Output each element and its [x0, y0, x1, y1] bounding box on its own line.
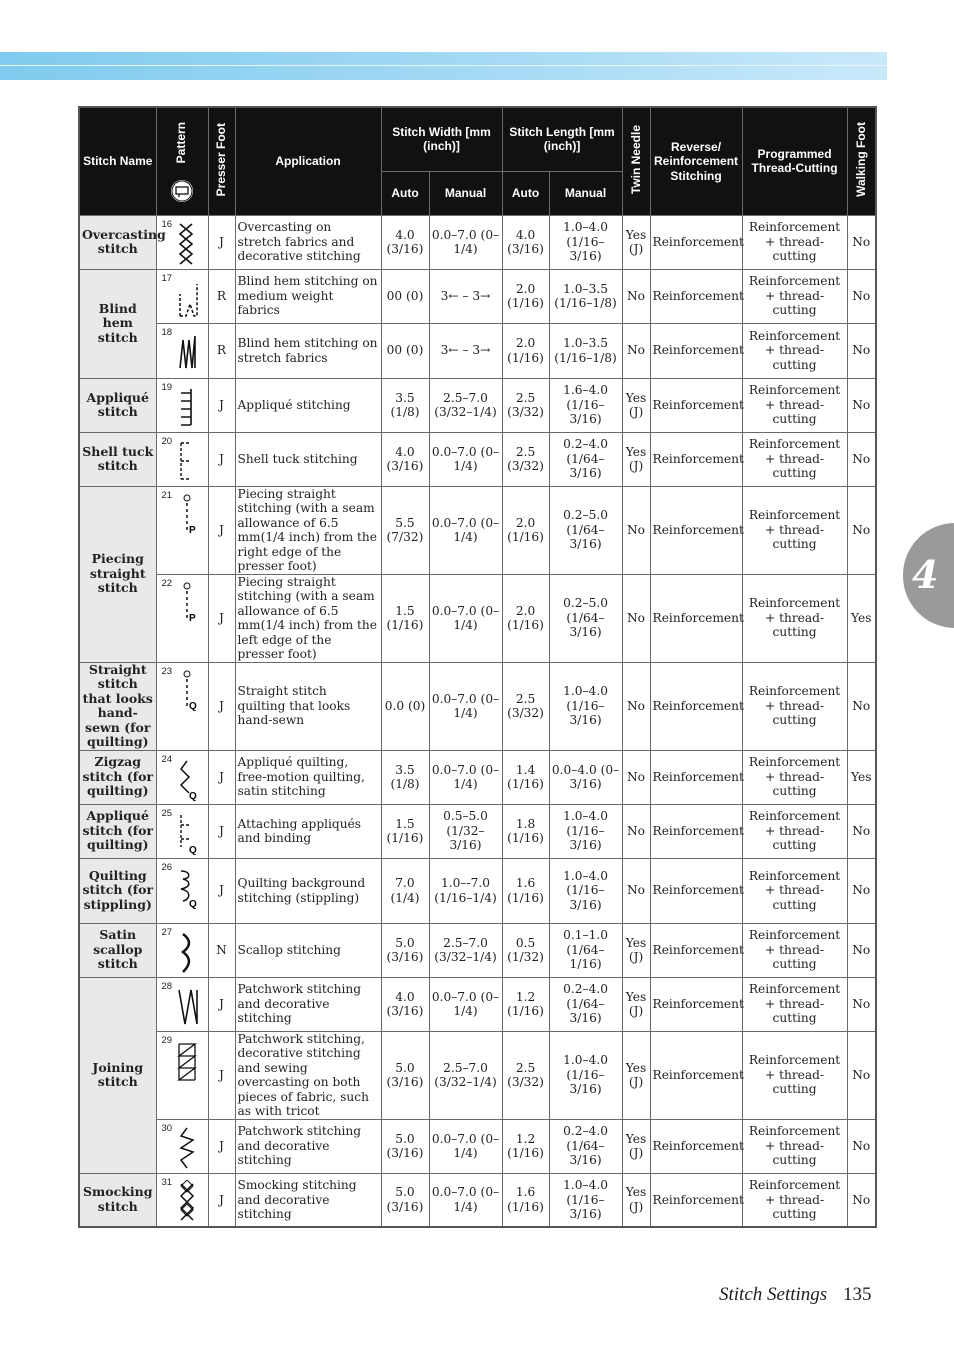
length-auto: 2.5 (3/32) — [502, 378, 549, 432]
walking-foot: No — [847, 977, 876, 1031]
walking-foot: No — [847, 804, 876, 858]
reverse-stitching: Reinforcement — [650, 1119, 742, 1173]
col-stitch-length: Stitch Length [mm (inch)] — [502, 107, 622, 171]
reverse-stitching: Reinforcement — [650, 750, 742, 804]
twin-needle: Yes (J) — [622, 1031, 650, 1119]
twin-needle: Yes (J) — [622, 977, 650, 1031]
programmed-cutting: Reinforcement + thread-cutting — [742, 574, 847, 662]
programmed-cutting: Reinforcement + thread-cutting — [742, 1173, 847, 1227]
width-manual: 0.0–7.0 (0–1/4) — [429, 750, 502, 804]
stitch-name: Smocking stitch — [79, 1173, 156, 1227]
stitch-settings-table — [78, 106, 877, 1228]
stitch-name: Satin scallop stitch — [79, 923, 156, 977]
programmed-cutting: Reinforcement + thread-cutting — [742, 662, 847, 750]
length-auto: 4.0 (3/16) — [502, 215, 549, 269]
walking-foot: No — [847, 1119, 876, 1173]
length-auto: 1.6 (1/16) — [502, 858, 549, 923]
reverse-stitching: Reinforcement — [650, 378, 742, 432]
col-programmed: Programmed Thread-Cutting — [742, 107, 847, 215]
twin-needle: Yes (J) — [622, 1173, 650, 1227]
programmed-cutting: Reinforcement + thread-cutting — [742, 215, 847, 269]
presser-foot: J — [208, 1173, 235, 1227]
presser-foot: R — [208, 269, 235, 323]
length-manual: 0.2–4.0 (1/64–3/16) — [549, 977, 622, 1031]
twin-needle: No — [622, 750, 650, 804]
table-row — [79, 215, 876, 269]
col-walking-foot: Walking Foot — [847, 107, 876, 215]
stitch-name: Overcasting stitch — [79, 215, 156, 269]
col-twin-needle: Twin Needle — [622, 107, 650, 215]
stitch-pattern-icon — [156, 1173, 208, 1227]
twin-needle: Yes (J) — [622, 432, 650, 486]
stitch-pattern-icon — [156, 432, 208, 486]
stitch-pattern-icon — [156, 662, 208, 750]
width-manual: 0.0–7.0 (0–1/4) — [429, 574, 502, 662]
header-color-bar — [0, 52, 887, 80]
length-manual: 1.0–4.0 (1/16–3/16) — [549, 804, 622, 858]
length-auto: 2.0 (1/16) — [502, 486, 549, 574]
reverse-stitching: Reinforcement — [650, 432, 742, 486]
stitch-name: Zigzag stitch (for quilting) — [79, 750, 156, 804]
stitch-name: Blind hem stitch — [79, 269, 156, 378]
length-manual: 1.0–3.5 (1/16–1/8) — [549, 269, 622, 323]
reverse-stitching: Reinforcement — [650, 323, 742, 378]
width-auto: 1.5 (1/16) — [381, 574, 429, 662]
col-length-manual: Manual — [549, 171, 622, 215]
table-row — [79, 269, 876, 323]
width-auto: 00 (0) — [381, 269, 429, 323]
programmed-cutting: Reinforcement + thread-cutting — [742, 323, 847, 378]
walking-foot: No — [847, 1031, 876, 1119]
stitch-pattern-icon — [156, 977, 208, 1031]
table-row — [79, 858, 876, 923]
pattern-number: 20 — [161, 435, 173, 447]
width-auto: 0.0 (0) — [381, 662, 429, 750]
width-manual: 0.0–7.0 (0–1/4) — [429, 486, 502, 574]
walking-foot: No — [847, 858, 876, 923]
col-stitch-width: Stitch Width [mm (inch)] — [381, 107, 502, 171]
pattern-number: 25 — [161, 807, 173, 819]
width-auto: 5.0 (3/16) — [381, 1173, 429, 1227]
stitch-pattern-icon — [156, 574, 208, 662]
length-auto: 1.8 (1/16) — [502, 804, 549, 858]
pattern-number: 26 — [161, 861, 173, 873]
application: Patchwork stitching and decorative stitching — [235, 977, 381, 1031]
walking-foot: No — [847, 1173, 876, 1227]
table-row — [79, 432, 876, 486]
programmed-cutting: Reinforcement + thread-cutting — [742, 977, 847, 1031]
table-row — [79, 750, 876, 804]
pattern-number: 29 — [161, 1034, 173, 1046]
application: Patchwork stitching, decorative stitching and sewing overcasting on both pieces of fabric, such as with tricot — [235, 1031, 381, 1119]
width-auto: 7.0 (1/4) — [381, 858, 429, 923]
length-auto: 1.2 (1/16) — [502, 1119, 549, 1173]
reverse-stitching: Reinforcement — [650, 1031, 742, 1119]
reverse-stitching: Reinforcement — [650, 1173, 742, 1227]
reverse-stitching: Reinforcement — [650, 269, 742, 323]
length-auto: 2.5 (3/32) — [502, 1031, 549, 1119]
application: Scallop stitching — [235, 923, 381, 977]
stitch-name: Piecing straight stitch — [79, 486, 156, 662]
width-manual: 0.0–7.0 (0–1/4) — [429, 215, 502, 269]
application: Piecing straight stitching (with a seam allowance of 6.5 mm(1/4 inch) from the right edge of the presser foot) — [235, 486, 381, 574]
walking-foot: No — [847, 486, 876, 574]
table-row — [79, 804, 876, 858]
chapter-number: 4 — [912, 552, 939, 597]
walking-foot: No — [847, 378, 876, 432]
walking-foot: No — [847, 923, 876, 977]
length-auto: 1.2 (1/16) — [502, 977, 549, 1031]
walking-foot: No — [847, 323, 876, 378]
length-manual: 1.0–3.5 (1/16–1/8) — [549, 323, 622, 378]
length-manual: 0.1–1.0 (1/64–1/16) — [549, 923, 622, 977]
stitch-pattern-icon — [156, 750, 208, 804]
stitch-pattern-icon — [156, 269, 208, 323]
pattern-number: 23 — [161, 665, 173, 677]
length-manual: 1.0–4.0 (1/16–3/16) — [549, 1031, 622, 1119]
table-row — [79, 323, 876, 378]
width-manual: 0.0–7.0 (0–1/4) — [429, 662, 502, 750]
pattern-number: 22 — [161, 577, 173, 589]
width-manual: 3← – 3→ — [429, 323, 502, 378]
presser-foot: J — [208, 215, 235, 269]
width-auto: 3.5 (1/8) — [381, 750, 429, 804]
col-reverse: Reverse/ Reinforcement Stitching — [650, 107, 742, 215]
footer-section-title: Stitch Settings — [719, 1284, 828, 1305]
sewing-machine-icon — [171, 180, 193, 202]
programmed-cutting: Reinforcement + thread-cutting — [742, 269, 847, 323]
width-manual: 1.0–-7.0 (1/16–1/4) — [429, 858, 502, 923]
programmed-cutting: Reinforcement + thread-cutting — [742, 750, 847, 804]
stitch-name: Appliqué stitch (for quilting) — [79, 804, 156, 858]
stitch-name: Quilting stitch (for stippling) — [79, 858, 156, 923]
length-auto: 2.0 (1/16) — [502, 323, 549, 378]
walking-foot: No — [847, 432, 876, 486]
reverse-stitching: Reinforcement — [650, 977, 742, 1031]
width-manual: 2.5–7.0 (3/32–1/4) — [429, 1031, 502, 1119]
length-manual: 0.2–5.0 (1/64–3/16) — [549, 486, 622, 574]
table-row — [79, 486, 876, 574]
col-width-manual: Manual — [429, 171, 502, 215]
programmed-cutting: Reinforcement + thread-cutting — [742, 378, 847, 432]
length-manual: 1.0–4.0 (1/16–3/16) — [549, 662, 622, 750]
page-number: 135 — [843, 1284, 872, 1305]
svg-text:P: P — [188, 612, 196, 624]
walking-foot: No — [847, 662, 876, 750]
presser-foot: N — [208, 923, 235, 977]
presser-foot: J — [208, 1031, 235, 1119]
application: Piecing straight stitching (with a seam allowance of 6.5 mm(1/4 inch) from the left edge of the presser foot) — [235, 574, 381, 662]
stitch-pattern-icon — [156, 804, 208, 858]
length-manual: 0.2–5.0 (1/64–3/16) — [549, 574, 622, 662]
stitch-name: Shell tuck stitch — [79, 432, 156, 486]
width-manual: 2.5–7.0 (3/32–1/4) — [429, 378, 502, 432]
width-auto: 5.0 (3/16) — [381, 923, 429, 977]
application: Patchwork stitching and decorative stitching — [235, 1119, 381, 1173]
svg-text:Q: Q — [188, 844, 197, 855]
twin-needle: No — [622, 574, 650, 662]
programmed-cutting: Reinforcement + thread-cutting — [742, 1119, 847, 1173]
pattern-number: 28 — [161, 980, 173, 992]
stitch-pattern-icon — [156, 215, 208, 269]
programmed-cutting: Reinforcement + thread-cutting — [742, 804, 847, 858]
presser-foot: J — [208, 804, 235, 858]
twin-needle: No — [622, 662, 650, 750]
width-auto: 3.5 (1/8) — [381, 378, 429, 432]
pattern-number: 18 — [161, 326, 173, 338]
width-auto: 5.0 (3/16) — [381, 1031, 429, 1119]
presser-foot: J — [208, 378, 235, 432]
presser-foot: J — [208, 858, 235, 923]
application: Quilting background stitching (stippling) — [235, 858, 381, 923]
col-application: Application — [235, 107, 381, 215]
pattern-number: 19 — [161, 381, 173, 393]
presser-foot: J — [208, 1119, 235, 1173]
stitch-name: Joining stitch — [79, 977, 156, 1173]
svg-text:P: P — [188, 524, 196, 536]
length-auto: 2.0 (1/16) — [502, 574, 549, 662]
stitch-pattern-icon — [156, 378, 208, 432]
length-manual: 1.0–4.0 (1/16–3/16) — [549, 215, 622, 269]
length-auto: 2.5 (3/32) — [502, 432, 549, 486]
twin-needle: Yes (J) — [622, 215, 650, 269]
length-manual: 0.0–4.0 (0–3/16) — [549, 750, 622, 804]
walking-foot: No — [847, 269, 876, 323]
application: Overcasting on stretch fabrics and decorative stitching — [235, 215, 381, 269]
stitch-pattern-icon — [156, 923, 208, 977]
twin-needle: No — [622, 486, 650, 574]
width-manual: 0.0–7.0 (0–1/4) — [429, 1173, 502, 1227]
application: Blind hem stitching on stretch fabrics — [235, 323, 381, 378]
reverse-stitching: Reinforcement — [650, 804, 742, 858]
walking-foot: No — [847, 215, 876, 269]
svg-text:Q: Q — [188, 898, 197, 909]
table-row — [79, 1119, 876, 1173]
twin-needle: No — [622, 323, 650, 378]
reverse-stitching: Reinforcement — [650, 858, 742, 923]
col-pattern: Pattern — [156, 107, 208, 215]
reverse-stitching: Reinforcement — [650, 923, 742, 977]
pattern-number: 16 — [161, 218, 173, 230]
application: Smocking stitching and decorative stitching — [235, 1173, 381, 1227]
presser-foot: J — [208, 486, 235, 574]
twin-needle: No — [622, 269, 650, 323]
application: Blind hem stitching on medium weight fabrics — [235, 269, 381, 323]
table-row — [79, 923, 876, 977]
width-auto: 1.5 (1/16) — [381, 804, 429, 858]
table-row — [79, 378, 876, 432]
width-manual: 0.5–5.0 (1/32–3/16) — [429, 804, 502, 858]
walking-foot: Yes — [847, 574, 876, 662]
stitch-name: Straight stitch that looks hand-sewn (for quilting) — [79, 662, 156, 750]
application: Appliqué stitching — [235, 378, 381, 432]
stitch-name: Appliqué stitch — [79, 378, 156, 432]
svg-text:Q: Q — [188, 700, 197, 712]
length-auto: 1.4 (1/16) — [502, 750, 549, 804]
width-manual: 0.0–7.0 (0–1/4) — [429, 977, 502, 1031]
pattern-number: 31 — [161, 1176, 173, 1188]
width-auto: 4.0 (3/16) — [381, 432, 429, 486]
reverse-stitching: Reinforcement — [650, 574, 742, 662]
table-row — [79, 574, 876, 662]
pattern-number: 24 — [161, 753, 173, 765]
programmed-cutting: Reinforcement + thread-cutting — [742, 858, 847, 923]
reverse-stitching: Reinforcement — [650, 486, 742, 574]
programmed-cutting: Reinforcement + thread-cutting — [742, 1031, 847, 1119]
length-manual: 0.2–4.0 (1/64–3/16) — [549, 1119, 622, 1173]
width-manual: 0.0–7.0 (0–1/4) — [429, 432, 502, 486]
presser-foot: J — [208, 977, 235, 1031]
length-auto: 2.5 (3/32) — [502, 662, 549, 750]
twin-needle: Yes (J) — [622, 923, 650, 977]
length-manual: 1.6–4.0 (1/16–3/16) — [549, 378, 622, 432]
programmed-cutting: Reinforcement + thread-cutting — [742, 486, 847, 574]
table-row — [79, 1031, 876, 1119]
reverse-stitching: Reinforcement — [650, 215, 742, 269]
length-manual: 0.2–4.0 (1/64–3/16) — [549, 432, 622, 486]
table-row — [79, 977, 876, 1031]
application: Appliqué quilting, free-motion quilting, satin stitching — [235, 750, 381, 804]
presser-foot: J — [208, 574, 235, 662]
application: Shell tuck stitching — [235, 432, 381, 486]
length-manual: 1.0–4.0 (1/16–3/16) — [549, 858, 622, 923]
programmed-cutting: Reinforcement + thread-cutting — [742, 923, 847, 977]
stitch-pattern-icon — [156, 1031, 208, 1119]
length-auto: 2.0 (1/16) — [502, 269, 549, 323]
col-length-auto: Auto — [502, 171, 549, 215]
length-manual: 1.0–4.0 (1/16–3/16) — [549, 1173, 622, 1227]
col-stitch-name: Stitch Name — [79, 107, 156, 215]
twin-needle: Yes (J) — [622, 1119, 650, 1173]
col-presser-foot: Presser Foot — [208, 107, 235, 215]
presser-foot: J — [208, 432, 235, 486]
table-row — [79, 662, 876, 750]
application: Straight stitch quilting that looks hand-sewn — [235, 662, 381, 750]
length-auto: 1.6 (1/16) — [502, 1173, 549, 1227]
pattern-number: 17 — [161, 272, 173, 284]
stitch-pattern-icon — [156, 323, 208, 378]
stitch-pattern-icon — [156, 858, 208, 923]
svg-text:Q: Q — [188, 790, 197, 801]
presser-foot: J — [208, 662, 235, 750]
programmed-cutting: Reinforcement + thread-cutting — [742, 432, 847, 486]
width-auto: 5.5 (7/32) — [381, 486, 429, 574]
application: Attaching appliqués and binding — [235, 804, 381, 858]
presser-foot: J — [208, 750, 235, 804]
walking-foot: Yes — [847, 750, 876, 804]
width-auto: 4.0 (3/16) — [381, 215, 429, 269]
width-manual: 0.0–7.0 (0–1/4) — [429, 1119, 502, 1173]
width-manual: 2.5–7.0 (3/32–1/4) — [429, 923, 502, 977]
col-width-auto: Auto — [381, 171, 429, 215]
pattern-number: 30 — [161, 1122, 173, 1134]
table-row — [79, 1173, 876, 1227]
length-auto: 0.5 (1/32) — [502, 923, 549, 977]
twin-needle: No — [622, 804, 650, 858]
width-auto: 00 (0) — [381, 323, 429, 378]
pattern-number: 21 — [161, 489, 173, 501]
width-manual: 3← – 3→ — [429, 269, 502, 323]
width-auto: 4.0 (3/16) — [381, 977, 429, 1031]
reverse-stitching: Reinforcement — [650, 662, 742, 750]
stitch-pattern-icon — [156, 486, 208, 574]
pattern-number: 27 — [161, 926, 173, 938]
twin-needle: No — [622, 858, 650, 923]
presser-foot: R — [208, 323, 235, 378]
width-auto: 5.0 (3/16) — [381, 1119, 429, 1173]
twin-needle: Yes (J) — [622, 378, 650, 432]
stitch-pattern-icon — [156, 1119, 208, 1173]
